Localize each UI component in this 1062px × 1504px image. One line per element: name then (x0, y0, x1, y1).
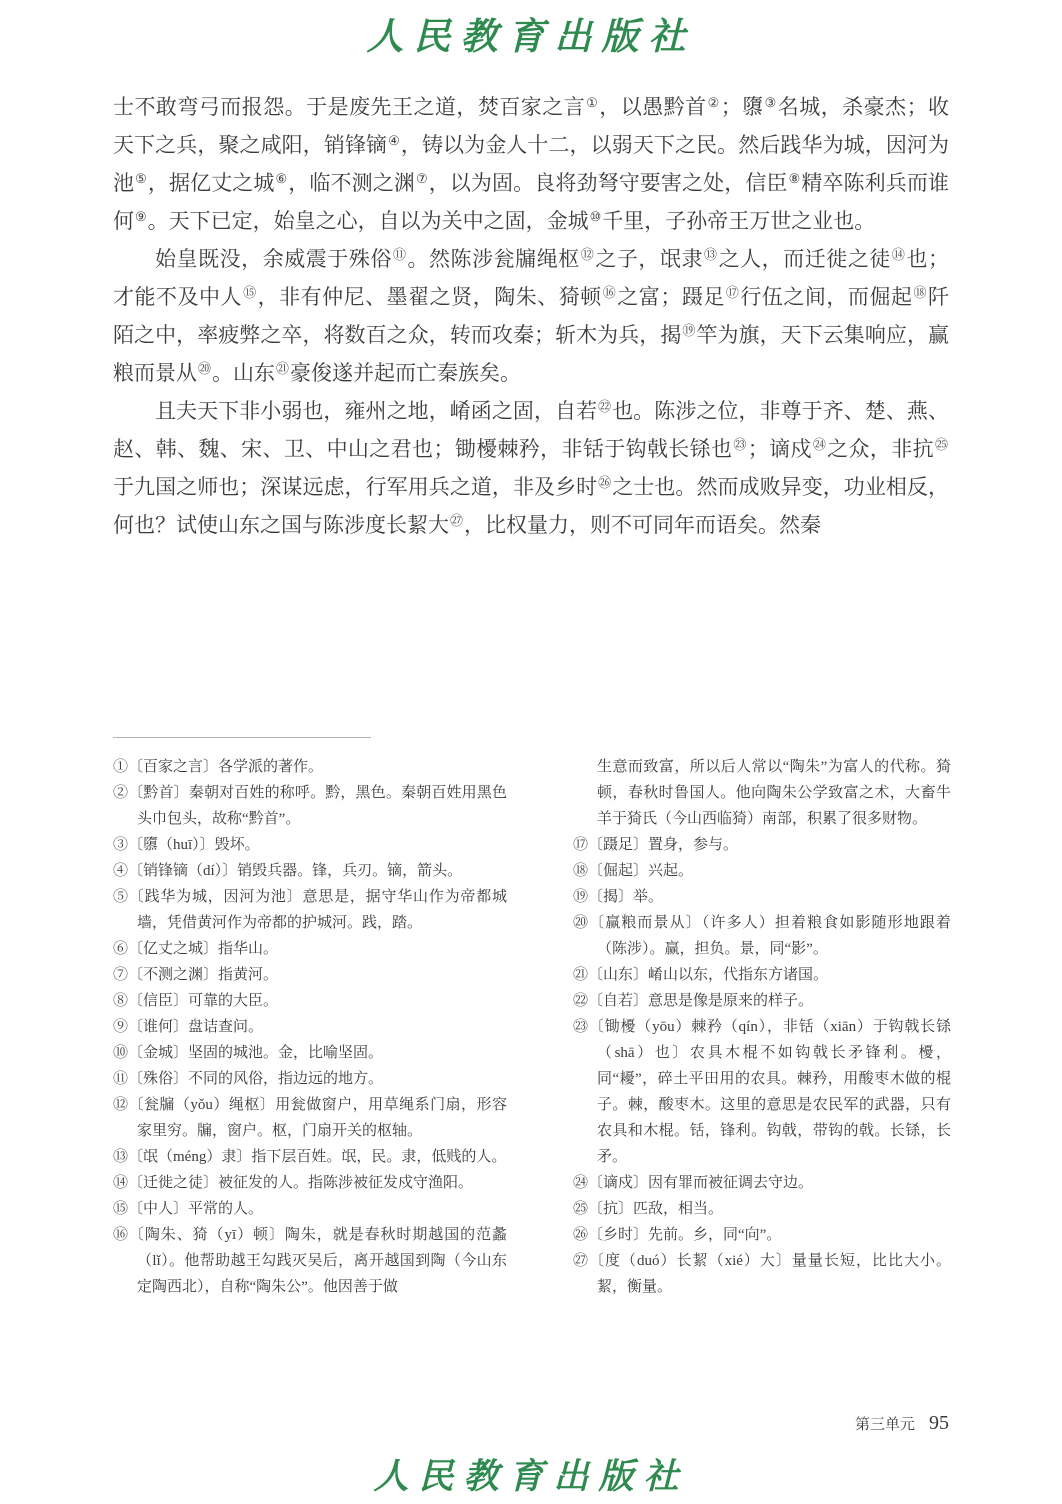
annotation-number: ㉑ (276, 361, 290, 376)
paragraph-2: 始皇既没，余威震于殊俗⑪。然陈涉瓮牖绳枢⑫之子，氓隶⑬之人，而迁徙之徒⑭也；才能不及中人⑮，非有仲尼、墨翟之贤，陶朱、猗顿⑯之富；蹑足⑰行伍之间，而倔起⑱阡陌之中，率疲弊之卒，将数百之众，转而攻秦；斩木为兵，揭⑲竿为旗，天下云集响应，赢粮而景从⑳。山东$^㉑$豪俊遂并起而亡秦族矣。 (113, 247, 949, 385)
footnote-item: ⑧〔信臣〕可靠的大臣。 (113, 993, 279, 1009)
footnote-item: ㉖〔乡时〕先前。乡，同“向”。 (573, 1227, 782, 1243)
footnote-item: ⑲〔揭〕举。 (573, 889, 664, 905)
annotation-number: ⑱ (913, 285, 927, 300)
annotation-number: ⑩ (589, 209, 602, 224)
footnote-item: ④〔销锋镝（dí）〕销毁兵器。锋，兵刃。镝，箭头。 (113, 863, 463, 879)
footnote-item: ⑱〔倔起〕兴起。 (573, 863, 694, 879)
footnote-item: ⑮〔中人〕平常的人。 (113, 1201, 264, 1217)
annotation-number: ㉓ (733, 437, 747, 452)
footnotes-right-column (573, 754, 951, 1300)
footnote-item: ⑰〔蹑足〕置身，参与。 (573, 837, 739, 853)
footnote-item: ⑭〔迁徙之徒〕被征发的人。指陈涉被征发戍守渔阳。 (113, 1175, 474, 1191)
footnote-item: ⑫〔瓮牖（yǒu）绳枢〕用瓮做窗户，用草绳系门扇，形容家里穷。牖，窗户。枢，门扇开关的枢轴。 (113, 1097, 507, 1139)
annotation-number: ⑧ (788, 171, 801, 186)
footnote-item: ㉒〔自若〕意思是像是原来的样子。 (573, 993, 814, 1009)
footnote-item: ⑩〔金城〕坚固的城池。金，比喻坚固。 (113, 1045, 384, 1061)
annotation-number: ⑰ (725, 285, 740, 300)
footer-page-number: 95 (929, 1412, 949, 1434)
footnote-item: ⑨〔谁何〕盘诘查问。 (113, 1019, 264, 1035)
footnote-item: ⑦〔不测之渊〕指黄河。 (113, 967, 279, 983)
annotation-number: ⑲ (682, 323, 696, 338)
annotation-number: ㉔ (812, 437, 827, 452)
footnote-item: ⑥〔亿丈之城〕指华山。 (113, 941, 279, 957)
footnote-item: ㉗〔度（duó）长絜（xié）大〕量量长短，比比大小。絜，衡量。 (573, 1253, 951, 1295)
annotation-number: ② (707, 95, 720, 110)
annotation-number: ① (586, 95, 599, 110)
footnote-item: ①〔百家之言〕各学派的著作。 (113, 759, 324, 775)
footnotes-left-column (113, 754, 507, 1300)
footnote-item: ㉕〔抗〕匹敌，相当。 (573, 1201, 724, 1217)
annotation-number: ⑤ (135, 171, 147, 186)
annotation-number: ⑥ (275, 171, 288, 186)
footnote-item: ③〔隳（huī）〕毁坏。 (113, 837, 260, 853)
annotation-number: ③ (764, 95, 777, 110)
annotation-number: ㉖ (598, 475, 612, 490)
annotation-number: ㉕ (934, 437, 948, 452)
footnote-item: ⑬〔氓（méng）隶〕指下层百姓。氓，民。隶，低贱的人。 (113, 1149, 507, 1165)
footnote-item: ②〔黔首〕秦朝对百姓的称呼。黔，黑色。秦朝百姓用黑色头巾包头，故称“黔首”。 (113, 785, 507, 827)
annotation-number: ⑳ (198, 361, 212, 376)
footnote-continuation: 生意而致富，所以后人常以“陶朱”为富人的代称。猗顿，春秋时鲁国人。他向陶朱公学致富之术，大畜牛羊于猗氏（今山西临猗）南部，积累了很多财物。 (597, 759, 951, 827)
footnotes-right-list (573, 832, 951, 1300)
main-text (113, 88, 949, 544)
publisher-logo-top: 人民教育出版社 (366, 14, 696, 58)
footnote-separator (113, 737, 371, 738)
publisher-logo-bottom: 人民教育出版社 (373, 1456, 689, 1497)
annotation-number: ㉒ (598, 399, 612, 414)
annotation-number: ⑮ (243, 285, 257, 300)
footnotes (113, 754, 951, 1300)
annotation-number: ⑦ (415, 171, 428, 186)
paragraph-1: 士不敢弯弓而报怨。于是废先王之道，焚百家之言①，以愚黔首②；隳③名城，杀豪杰；收天下之兵，聚之咸阳，销锋镝④，铸以为金人十二，以弱天下之民。然后践华为城，因河为池⑤，据亿丈之城⑥，临不测之渊⑦，以为固。良将劲弩守要害之处，信臣⑧精卒陈利兵而谁何⑨。天下已定，始皇之心，自以为关中之固，金城⑩千里，子孙帝王万世之业也。 (113, 95, 950, 233)
annotation-number: ④ (388, 133, 400, 148)
footnote-item: ㉓〔锄櫌（yōu）棘矜（qín），非铦（xiān）于钩戟长铩（shā）也〕农具木棍不如钩戟长矛锋利。櫌，同“耰”，碎土平田用的农具。棘矜，用酸枣木做的棍子。棘，酸枣木。这里的意思是农民军的武器，只有农具和木棍。铦，锋利。钩戟，带钩的戟。长铩，长矛。 (573, 1019, 951, 1165)
footnote-item: ⑤〔践华为城，因河为池〕意思是，据守华山作为帝都城墙，凭借黄河作为帝都的护城河。践，踏。 (113, 889, 507, 931)
annotation-number: ⑫ (580, 247, 595, 262)
annotation-number: ⑭ (891, 247, 906, 262)
annotation-number: ⑯ (602, 285, 617, 300)
paragraph-3: 且夫天下非小弱也，雍州之地，崤函之固，自若$^㉒$也。陈涉之位，非尊于齐、楚、燕、赵、韩、魏、宋、卫、中山之君也；锄櫌棘矜，非铦于钩戟长铩也$^㉓$；谪戍$^㉔$之众，非抗$^㉕$于九国之师也；深谋远虑，行军用兵之道，非及乡时$^㉖$之士也。然而成败异变，功业相反，何也？试使山东之国与陈涉度长絜大$^㉗$，比权量力，则不可同年而语矣。然秦 (113, 399, 949, 537)
footer-unit-label: 第三单元 (854, 1417, 915, 1433)
annotation-number: ⑨ (135, 209, 147, 224)
footnote-item: ㉑〔山东〕崤山以东，代指东方诸国。 (573, 967, 829, 983)
footnote-item: ⑯〔陶朱、猗（yī）顿〕陶朱，就是春秋时期越国的范蠡（lǐ）。他帮助越王勾践灭吴后，离开越国到陶（今山东定陶西北），自称“陶朱公”。他因善于做 (113, 1227, 507, 1295)
annotation-number: ㉗ (450, 513, 464, 528)
annotation-number: ⑬ (704, 247, 718, 262)
footnote-item: ⑪〔殊俗〕不同的风俗，指边远的地方。 (113, 1071, 384, 1087)
page-footer (855, 1412, 949, 1435)
footnote-item: ㉔〔谪戍〕因有罪而被征调去守边。 (573, 1175, 814, 1191)
annotation-number: ⑪ (392, 247, 407, 262)
footnote-item: ⑳〔赢粮而景从〕（许多人）担着粮食如影随形地跟着（陈涉）。赢，担负。景，同“影”。 (573, 915, 951, 957)
